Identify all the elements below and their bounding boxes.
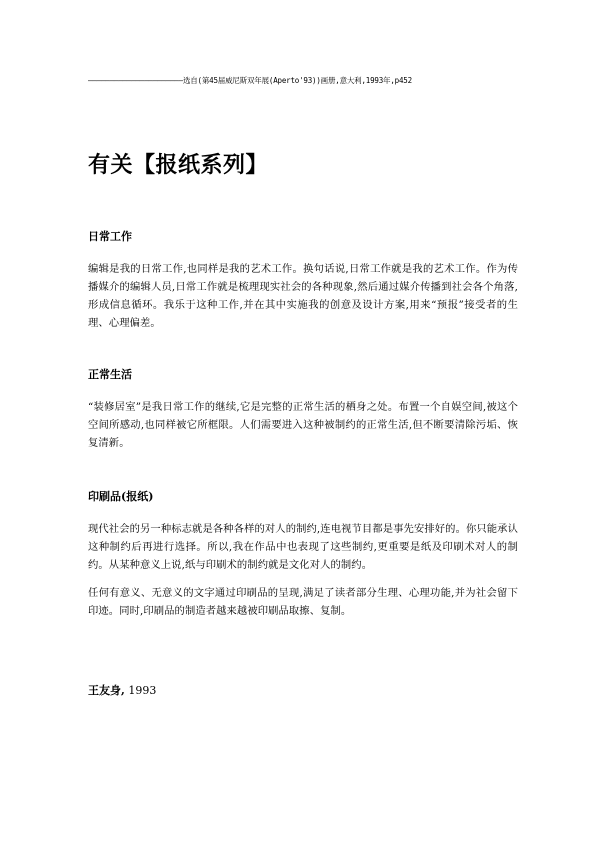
section-normal-life xyxy=(88,368,518,452)
section-heading: 印刷品(报纸) xyxy=(88,490,154,503)
paragraph: 编辑是我的日常工作,也同样是我的艺术工作。换句话说,日常工作就是我的艺术工作。作为传播媒介的编辑人员,日常工作就是梳理现实社会的各种现象,然后通过媒介传播到社会各个角落,形成信息循环。我乐于这种工作,并在其中实施我的创意及设计方案,用来“预报”接受者的生理、心理偏差。 xyxy=(88,263,518,329)
paragraph: “装修居室”是我日常工作的继续,它是完整的正常生活的栖身之处。布置一个自娱空间,被这个空间所感动,也同样被它所框限。人们需要进入这种被制约的正常生活,但不断要清除污垢、恢复清新。 xyxy=(88,401,518,449)
section-body xyxy=(88,398,518,452)
section-body xyxy=(88,520,518,620)
paragraph: 现代社会的另一种标志就是各种各样的对人的制约,连电视节目都是事先安排好的。你只能承认这种制约后再进行选择。所以,我在作品中也表现了这些制约,更重要是纸及印刷术对人的制约。从某种意义上说,纸与印刷术的制约就是文化对人的制约。 xyxy=(88,523,518,571)
signature-author: 王友身, xyxy=(88,684,125,697)
section-heading: 正常生活 xyxy=(88,368,132,381)
signature-year: 1993 xyxy=(128,684,157,697)
signature xyxy=(88,684,156,698)
citation-header: ——————————————————————选自(第45届威尼斯双年展(Aperto'93))画册,意大利,1993年,p452 xyxy=(88,76,412,85)
section-body xyxy=(88,260,518,332)
section-printed-matter xyxy=(88,490,518,620)
page-title: 有关【报纸系列】 xyxy=(88,152,269,178)
paragraph: 任何有意义、无意义的文字通过印刷品的呈现,满足了读者部分生理、心理功能,并为社会留下印迹。同时,印刷品的制造者越来越被印刷品取擦、复制。 xyxy=(88,587,518,617)
section-heading: 日常工作 xyxy=(88,230,132,243)
section-daily-work xyxy=(88,230,518,332)
